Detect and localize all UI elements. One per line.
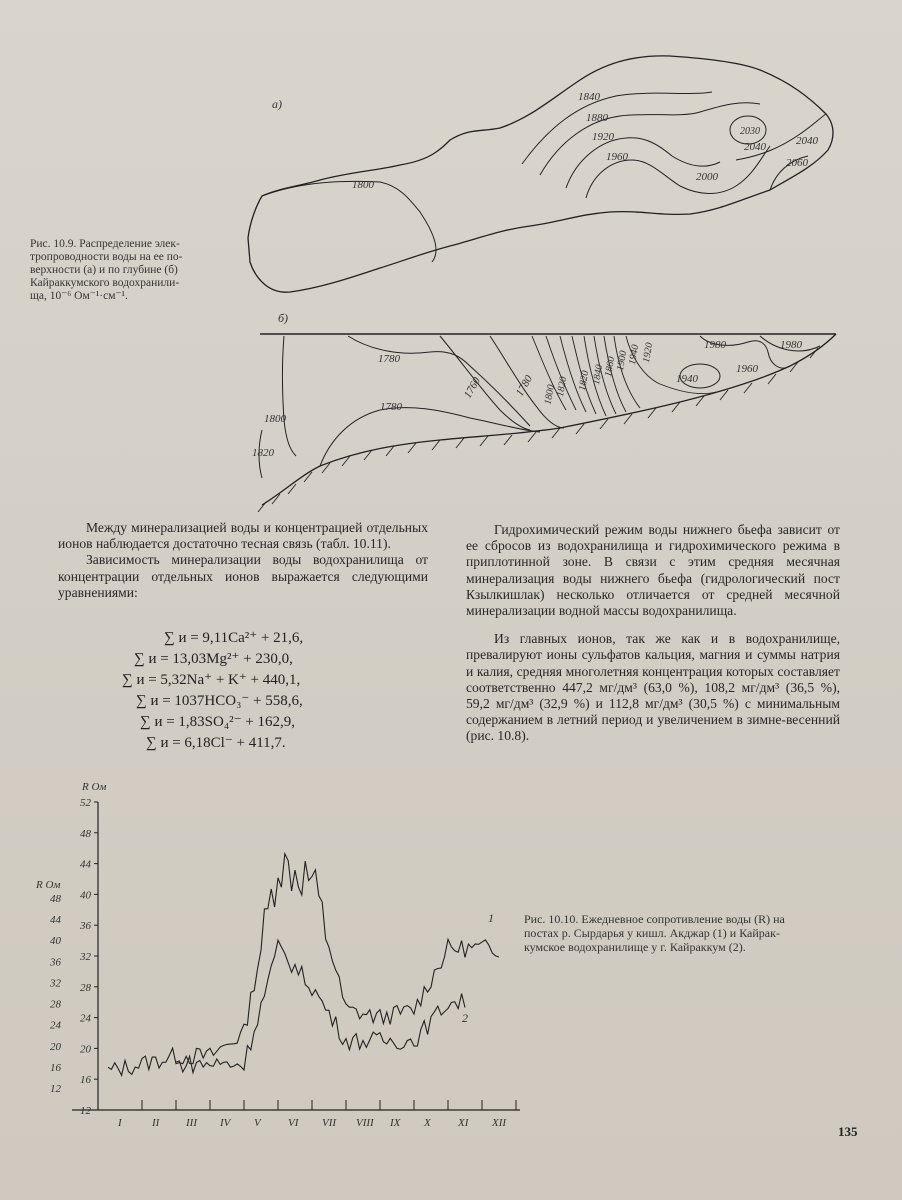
y-tick-label-outer: 48 — [80, 827, 91, 840]
y-tick-label-inner: 40 — [50, 935, 61, 948]
contour-label-a: 1800 — [352, 179, 374, 191]
contour-label-b: 1940 — [676, 373, 698, 385]
panel-a-label: а) — [272, 97, 282, 111]
y-tick-label-outer: 32 — [80, 951, 91, 963]
contour-label-b: 1780 — [378, 353, 400, 365]
y-tick-label-outer: 52 — [80, 797, 91, 809]
paragraph: Между минерализацией воды и концентрацией отдельных ионов наблюдается достаточно тесная связь (табл. 10.11). — [58, 520, 428, 552]
y-axis-label-inner: R Ом — [36, 879, 61, 891]
equation: ∑ и = 6,18Cl⁻ + 411,7. — [146, 735, 286, 751]
y-tick-label-outer: 36 — [80, 920, 91, 933]
y-tick-label-inner: 28 — [50, 998, 61, 1011]
series-label-1: 1 — [488, 911, 494, 925]
y-tick-label-inner: 16 — [50, 1061, 61, 1074]
contour-label-b: 1860 — [602, 355, 618, 378]
x-tick-label: I — [118, 1117, 122, 1129]
contour-label-b: 1840 — [590, 363, 606, 386]
x-tick-label: VI — [288, 1117, 299, 1129]
contour-label-b: 1800 — [264, 413, 286, 425]
y-axis-label-outer: R Ом — [82, 781, 107, 793]
contour-label-b: 1820 — [252, 447, 274, 459]
y-tick-label-outer: 44 — [80, 858, 91, 871]
y-tick-label-outer: 40 — [80, 889, 91, 902]
contour-label-b: 1980 — [704, 339, 726, 351]
y-tick-label-inner: 20 — [50, 1040, 61, 1053]
equation: ∑ и = 1,83SO₄²⁻ + 162,9, — [140, 714, 295, 730]
y-tick-label-outer: 16 — [80, 1074, 91, 1087]
figure-10-10-chart — [0, 770, 540, 1150]
contour-label-a: 2000 — [696, 171, 718, 183]
contour-label-a: 2040 — [796, 135, 818, 147]
y-tick-label-inner: 36 — [50, 956, 61, 969]
contour-label-a: 1920 — [592, 131, 614, 143]
series-line-1 — [108, 854, 499, 1076]
contour-label-b: 1820 — [576, 369, 592, 392]
equation: ∑ и = 5,32Na⁺ + K⁺ + 440,1, — [122, 672, 301, 688]
contour-label-b: 1960 — [736, 363, 758, 375]
y-tick-label-inner: 44 — [50, 914, 61, 927]
contour-label-a: 1840 — [578, 91, 600, 103]
equation: ∑ и = 13,03Mg²⁺ + 230,0, — [134, 651, 293, 667]
contour-label-a: 2030 — [740, 126, 760, 137]
contour-label-a: 2040 — [744, 141, 766, 153]
text-left-column — [58, 520, 428, 601]
x-tick-label: VII — [322, 1117, 337, 1129]
y-tick-label-outer: 20 — [80, 1043, 91, 1056]
y-tick-label-inner: 32 — [50, 977, 61, 990]
contour-label-b: 1780 — [513, 373, 536, 399]
contour-label-b: 1920 — [640, 341, 656, 364]
x-tick-label: VIII — [356, 1117, 374, 1129]
x-tick-label: III — [186, 1117, 197, 1129]
y-tick-label-outer: 28 — [80, 981, 91, 994]
y-tick-label-outer: 24 — [80, 1012, 91, 1025]
figure-10-10-caption: Рис. 10.10. Ежедневное сопротивление воды (R) на постах р. Сырдарья у кишл. Акджар (1) и Кайрак- кумское водохранилище у г. Кайраккум (2). — [524, 912, 785, 954]
reservoir-bed-profile — [262, 334, 836, 505]
x-tick-label: XI — [458, 1117, 469, 1129]
contour-label-b: 1820 — [554, 375, 570, 398]
contour-label-a: 1960 — [606, 151, 628, 163]
contour-label-b: 1780 — [380, 401, 402, 413]
x-tick-label: X — [424, 1117, 431, 1129]
equation: ∑ и = 1037HCO₃⁻ + 558,6, — [136, 693, 303, 709]
panel-b-label: б) — [278, 311, 289, 325]
equation: ∑ и = 9,11Ca²⁺ + 21,6, — [164, 630, 304, 646]
y-tick-label-inner: 24 — [50, 1019, 61, 1032]
x-tick-label: V — [254, 1117, 261, 1129]
contour-label-b: 1800 — [542, 383, 557, 406]
contour-label-a: 2060 — [786, 157, 808, 169]
paragraph: Зависимость минерализации воды водохранилища от концентрации отдельных ионов выражается следующими уравнениями: — [58, 552, 428, 600]
equations-block — [122, 628, 434, 754]
x-tick-label: XII — [492, 1117, 507, 1129]
y-tick-label-inner: 12 — [50, 1083, 61, 1095]
figure-10-9-caption: Рис. 10.9. Распределение элек- тропроводности воды на ее по- верхности (а) и по глубине (б) Кайраккумского водохранили- ща, 10⁻⁶ Ом⁻¹·см⁻¹. — [30, 238, 183, 302]
text-right-column — [466, 522, 840, 745]
series-label-2: 2 — [462, 1011, 468, 1025]
contour-label-b: 1980 — [780, 339, 802, 351]
x-tick-label: IV — [220, 1117, 231, 1129]
paragraph: Гидрохимический режим воды нижнего бьефа зависит от ее сбросов из водохранилища и гидрохимического режима в приплотинной зоне. В связи с этим средняя месячная минерализация воды нижнего бьефа (гидрологический пост Кзылкишлак) несколько отличается от средней месячной минерализации водной массы водохранилища. — [466, 522, 840, 619]
x-tick-label: IX — [390, 1117, 401, 1129]
contour-label-b: 1900 — [614, 349, 630, 372]
contour-label-a: 1880 — [586, 112, 608, 124]
y-tick-label-outer: 12 — [80, 1105, 91, 1117]
series-line-2 — [176, 940, 465, 1072]
contour-label-b: 1940 — [626, 343, 642, 366]
contour-label-b: 1760 — [461, 375, 484, 401]
bed-hatching — [258, 348, 818, 512]
y-tick-label-inner: 48 — [50, 893, 61, 905]
paragraph: Из главных ионов, так же как и в водохранилище, превалируют ионы сульфатов кальция, магния и суммы натрия и калия, средняя многолетняя концентрация которых составляет соответственно 447,2 мг/дм³ (63,0 %), 108,2 мг/дм³ (36,5 %), 59,2 мг/дм³ (32,9 %) и 112,8 мг/дм³ (30,5 %) с минимальным содержанием в летний период и увеличением в зимне-весенний (рис. 10.8). — [466, 631, 840, 744]
x-tick-label: II — [152, 1117, 160, 1129]
page-number: 135 — [838, 1124, 858, 1139]
